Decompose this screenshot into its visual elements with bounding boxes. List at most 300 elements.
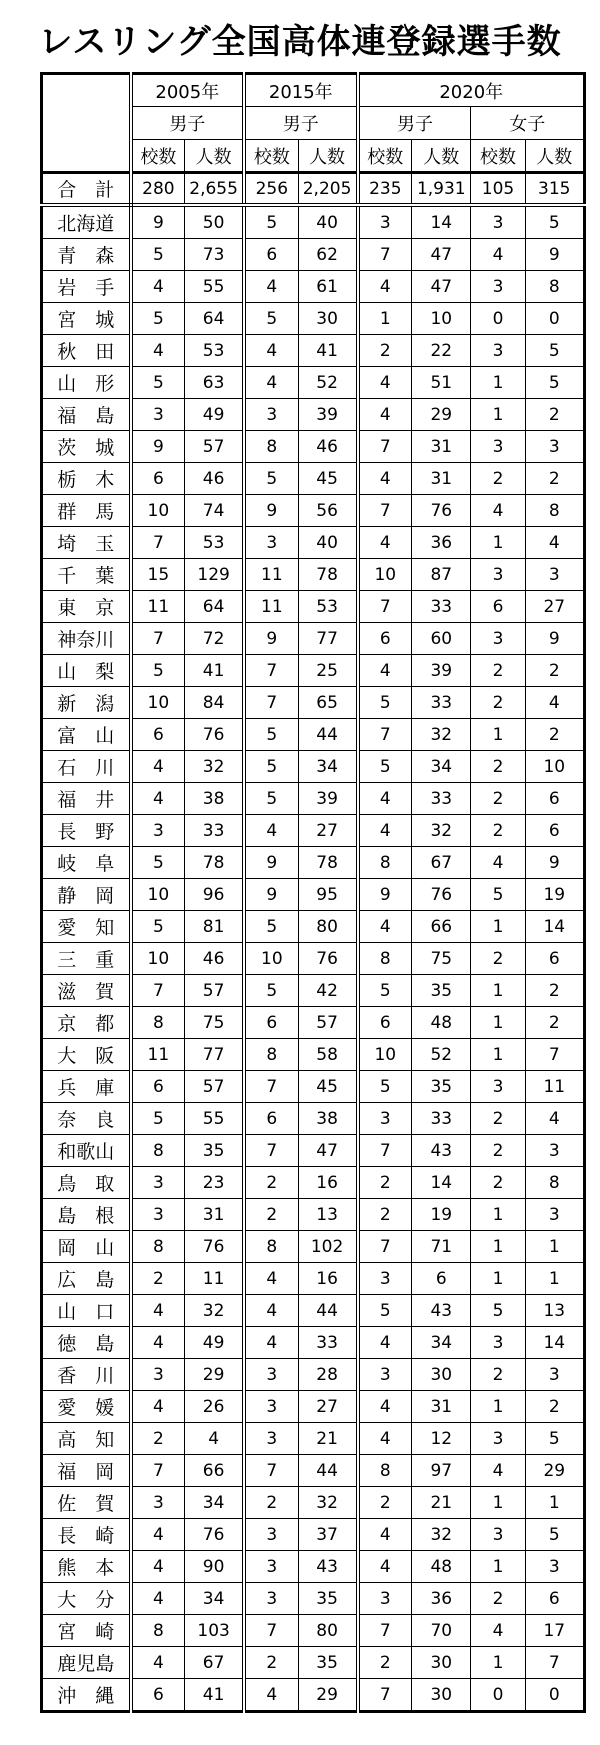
- value-cell: 72: [185, 623, 244, 655]
- table-row: [42, 303, 585, 335]
- value-cell: 1: [471, 527, 525, 559]
- value-cell: 5: [244, 719, 298, 751]
- value-cell: 32: [412, 719, 471, 751]
- table-row: [42, 1551, 585, 1583]
- value-cell: 6: [525, 1583, 584, 1615]
- value-cell: 30: [412, 1359, 471, 1391]
- prefecture-name: 兵 庫: [42, 1071, 131, 1103]
- value-cell: 1: [471, 1647, 525, 1679]
- value-cell: 1: [471, 399, 525, 431]
- value-cell: 2: [471, 687, 525, 719]
- value-cell: 5: [244, 205, 298, 239]
- prefecture-name: 大 分: [42, 1583, 131, 1615]
- value-cell: 12: [412, 1423, 471, 1455]
- value-cell: 2: [525, 1391, 584, 1423]
- value-cell: 8: [358, 847, 412, 879]
- value-cell: 81: [185, 911, 244, 943]
- value-cell: 57: [185, 431, 244, 463]
- value-cell: 77: [298, 623, 357, 655]
- value-cell: 1: [471, 1391, 525, 1423]
- value-cell: 21: [412, 1487, 471, 1519]
- value-cell: 1: [471, 719, 525, 751]
- value-cell: 9: [244, 623, 298, 655]
- value-cell: 48: [412, 1551, 471, 1583]
- year-header: 2020年: [358, 74, 585, 107]
- prefecture-name: 鹿児島: [42, 1647, 131, 1679]
- prefecture-name: 和歌山: [42, 1135, 131, 1167]
- value-cell: 9: [244, 495, 298, 527]
- value-cell: 3: [471, 271, 525, 303]
- value-cell: 9: [525, 239, 584, 271]
- prefecture-name: 長 野: [42, 815, 131, 847]
- value-cell: 34: [185, 1487, 244, 1519]
- value-cell: 4: [244, 1263, 298, 1295]
- value-cell: 76: [412, 879, 471, 911]
- value-cell: 25: [298, 655, 357, 687]
- value-cell: 63: [185, 367, 244, 399]
- value-cell: 30: [298, 303, 357, 335]
- prefecture-name: 三 重: [42, 943, 131, 975]
- value-cell: 4: [525, 687, 584, 719]
- value-cell: 55: [185, 1103, 244, 1135]
- value-cell: 2: [244, 1487, 298, 1519]
- table-row: [42, 847, 585, 879]
- value-cell: 4: [131, 1295, 185, 1327]
- value-cell: 21: [298, 1423, 357, 1455]
- value-cell: 44: [298, 1295, 357, 1327]
- value-cell: 60: [412, 623, 471, 655]
- gender-header: 男子: [358, 107, 471, 140]
- value-cell: 6: [525, 943, 584, 975]
- table-row: [42, 1391, 585, 1423]
- value-cell: 3: [131, 1167, 185, 1199]
- prefecture-name: 石 川: [42, 751, 131, 783]
- value-cell: 10: [131, 687, 185, 719]
- value-cell: 76: [185, 1519, 244, 1551]
- value-cell: 2: [471, 815, 525, 847]
- value-cell: 3: [525, 559, 584, 591]
- value-cell: 3: [358, 1359, 412, 1391]
- value-cell: 9: [244, 847, 298, 879]
- subcol-header: 校数: [131, 140, 185, 173]
- value-cell: 7: [131, 975, 185, 1007]
- value-cell: 4: [244, 815, 298, 847]
- value-cell: 22: [412, 335, 471, 367]
- value-cell: 7: [358, 1231, 412, 1263]
- table-row: [42, 1071, 585, 1103]
- value-cell: 5: [358, 687, 412, 719]
- prefecture-name: 長 崎: [42, 1519, 131, 1551]
- value-cell: 4: [358, 1519, 412, 1551]
- value-cell: 84: [185, 687, 244, 719]
- value-cell: 10: [131, 943, 185, 975]
- table-row: [42, 911, 585, 943]
- value-cell: 45: [298, 1071, 357, 1103]
- year-header: 2015年: [244, 74, 357, 107]
- value-cell: 11: [131, 591, 185, 623]
- value-cell: 2: [358, 1167, 412, 1199]
- prefecture-name: 東 京: [42, 591, 131, 623]
- value-cell: 7: [358, 431, 412, 463]
- table-row: [42, 623, 585, 655]
- value-cell: 14: [525, 911, 584, 943]
- value-cell: 33: [412, 1103, 471, 1135]
- value-cell: 4: [525, 1103, 584, 1135]
- value-cell: 6: [244, 1103, 298, 1135]
- value-cell: 102: [298, 1231, 357, 1263]
- table-row: [42, 1007, 585, 1039]
- value-cell: 33: [412, 687, 471, 719]
- value-cell: 61: [298, 271, 357, 303]
- value-cell: 4: [358, 527, 412, 559]
- value-cell: 4: [358, 815, 412, 847]
- value-cell: 5: [131, 655, 185, 687]
- value-cell: 8: [244, 1039, 298, 1071]
- value-cell: 29: [185, 1359, 244, 1391]
- value-cell: 32: [185, 751, 244, 783]
- value-cell: 9: [525, 623, 584, 655]
- prefecture-name: 佐 賀: [42, 1487, 131, 1519]
- value-cell: 58: [298, 1039, 357, 1071]
- table-row: [42, 239, 585, 271]
- table-row: [42, 1359, 585, 1391]
- value-cell: 8: [244, 431, 298, 463]
- total-cell: 2,205: [298, 173, 357, 206]
- value-cell: 55: [185, 271, 244, 303]
- value-cell: 2: [471, 1359, 525, 1391]
- table-row: [42, 463, 585, 495]
- value-cell: 5: [244, 975, 298, 1007]
- table-row: [42, 1423, 585, 1455]
- value-cell: 87: [412, 559, 471, 591]
- table-row: [42, 1295, 585, 1327]
- value-cell: 5: [131, 239, 185, 271]
- value-cell: 42: [298, 975, 357, 1007]
- value-cell: 31: [412, 1391, 471, 1423]
- table-row: [42, 1615, 585, 1647]
- value-cell: 28: [298, 1359, 357, 1391]
- corner-cell: [42, 74, 131, 173]
- prefecture-name: 山 梨: [42, 655, 131, 687]
- value-cell: 5: [525, 367, 584, 399]
- value-cell: 29: [525, 1455, 584, 1487]
- value-cell: 2: [525, 399, 584, 431]
- subcol-header: 校数: [358, 140, 412, 173]
- value-cell: 4: [244, 367, 298, 399]
- value-cell: 78: [298, 559, 357, 591]
- value-cell: 47: [412, 271, 471, 303]
- value-cell: 41: [185, 655, 244, 687]
- value-cell: 8: [358, 943, 412, 975]
- value-cell: 53: [185, 335, 244, 367]
- value-cell: 3: [471, 559, 525, 591]
- value-cell: 5: [358, 1071, 412, 1103]
- value-cell: 8: [244, 1231, 298, 1263]
- prefecture-name: 福 島: [42, 399, 131, 431]
- prefecture-name: 秋 田: [42, 335, 131, 367]
- prefecture-name: 滋 賀: [42, 975, 131, 1007]
- table-row: [42, 815, 585, 847]
- value-cell: 3: [471, 623, 525, 655]
- value-cell: 7: [358, 1679, 412, 1712]
- value-cell: 5: [131, 1103, 185, 1135]
- value-cell: 10: [244, 943, 298, 975]
- value-cell: 27: [298, 1391, 357, 1423]
- prefecture-name: 千 葉: [42, 559, 131, 591]
- value-cell: 76: [185, 719, 244, 751]
- value-cell: 34: [412, 1327, 471, 1359]
- value-cell: 6: [525, 783, 584, 815]
- value-cell: 3: [131, 1359, 185, 1391]
- value-cell: 5: [244, 751, 298, 783]
- prefecture-name: 徳 島: [42, 1327, 131, 1359]
- value-cell: 1: [471, 1007, 525, 1039]
- value-cell: 3: [471, 431, 525, 463]
- value-cell: 57: [298, 1007, 357, 1039]
- value-cell: 4: [244, 1295, 298, 1327]
- value-cell: 3: [471, 1519, 525, 1551]
- value-cell: 4: [525, 527, 584, 559]
- value-cell: 6: [471, 591, 525, 623]
- value-cell: 36: [412, 1583, 471, 1615]
- value-cell: 52: [412, 1039, 471, 1071]
- value-cell: 2: [525, 975, 584, 1007]
- value-cell: 6: [244, 239, 298, 271]
- value-cell: 35: [185, 1135, 244, 1167]
- value-cell: 7: [358, 239, 412, 271]
- total-cell: 315: [525, 173, 584, 206]
- value-cell: 6: [131, 463, 185, 495]
- value-cell: 7: [244, 1135, 298, 1167]
- value-cell: 35: [412, 1071, 471, 1103]
- value-cell: 5: [525, 1423, 584, 1455]
- value-cell: 7: [358, 1135, 412, 1167]
- value-cell: 0: [525, 1679, 584, 1712]
- table-row: [42, 205, 585, 239]
- value-cell: 5: [131, 911, 185, 943]
- value-cell: 5: [525, 335, 584, 367]
- value-cell: 2: [525, 719, 584, 751]
- table-row: [42, 879, 585, 911]
- value-cell: 2: [471, 943, 525, 975]
- table-row: [42, 559, 585, 591]
- value-cell: 35: [298, 1583, 357, 1615]
- value-cell: 4: [358, 1391, 412, 1423]
- table-row: [42, 399, 585, 431]
- value-cell: 40: [298, 527, 357, 559]
- prefecture-name: 愛 媛: [42, 1391, 131, 1423]
- value-cell: 4: [358, 655, 412, 687]
- value-cell: 39: [298, 399, 357, 431]
- value-cell: 8: [525, 1167, 584, 1199]
- value-cell: 57: [185, 1071, 244, 1103]
- value-cell: 6: [525, 815, 584, 847]
- table-row: [42, 1039, 585, 1071]
- value-cell: 1: [471, 1551, 525, 1583]
- value-cell: 67: [412, 847, 471, 879]
- value-cell: 0: [525, 303, 584, 335]
- value-cell: 49: [185, 1327, 244, 1359]
- value-cell: 4: [244, 1327, 298, 1359]
- value-cell: 2: [471, 1103, 525, 1135]
- value-cell: 5: [131, 303, 185, 335]
- value-cell: 90: [185, 1551, 244, 1583]
- prefecture-name: 福 岡: [42, 1455, 131, 1487]
- value-cell: 4: [185, 1423, 244, 1455]
- value-cell: 3: [471, 205, 525, 239]
- value-cell: 0: [471, 1679, 525, 1712]
- table-row: [42, 335, 585, 367]
- total-cell: 105: [471, 173, 525, 206]
- value-cell: 33: [185, 815, 244, 847]
- prefecture-name: 茨 城: [42, 431, 131, 463]
- value-cell: 38: [185, 783, 244, 815]
- header-row-years: [42, 74, 585, 107]
- table-row: [42, 1263, 585, 1295]
- value-cell: 78: [185, 847, 244, 879]
- value-cell: 6: [358, 623, 412, 655]
- value-cell: 2: [471, 783, 525, 815]
- value-cell: 1: [471, 1039, 525, 1071]
- value-cell: 30: [412, 1647, 471, 1679]
- value-cell: 4: [244, 271, 298, 303]
- value-cell: 2: [525, 463, 584, 495]
- value-cell: 66: [412, 911, 471, 943]
- table-row: [42, 271, 585, 303]
- value-cell: 8: [131, 1007, 185, 1039]
- value-cell: 3: [131, 1199, 185, 1231]
- value-cell: 0: [471, 303, 525, 335]
- value-cell: 9: [131, 205, 185, 239]
- value-cell: 7: [525, 1647, 584, 1679]
- total-cell: 235: [358, 173, 412, 206]
- value-cell: 2: [244, 1647, 298, 1679]
- value-cell: 3: [471, 1071, 525, 1103]
- prefecture-name: 福 井: [42, 783, 131, 815]
- value-cell: 4: [358, 911, 412, 943]
- value-cell: 27: [525, 591, 584, 623]
- value-cell: 5: [244, 783, 298, 815]
- subcol-header: 人数: [298, 140, 357, 173]
- value-cell: 1: [471, 1263, 525, 1295]
- value-cell: 71: [412, 1231, 471, 1263]
- value-cell: 38: [298, 1103, 357, 1135]
- value-cell: 46: [298, 431, 357, 463]
- gender-header: 男子: [244, 107, 357, 140]
- value-cell: 70: [412, 1615, 471, 1647]
- value-cell: 80: [298, 911, 357, 943]
- value-cell: 11: [244, 591, 298, 623]
- value-cell: 2: [358, 1199, 412, 1231]
- value-cell: 3: [131, 815, 185, 847]
- value-cell: 11: [131, 1039, 185, 1071]
- table-row: [42, 1103, 585, 1135]
- value-cell: 96: [185, 879, 244, 911]
- value-cell: 34: [298, 751, 357, 783]
- year-header: 2005年: [131, 74, 244, 107]
- value-cell: 3: [358, 1103, 412, 1135]
- value-cell: 4: [358, 1423, 412, 1455]
- table-row: [42, 1647, 585, 1679]
- prefecture-name: 群 馬: [42, 495, 131, 527]
- table-row: [42, 1487, 585, 1519]
- value-cell: 9: [525, 847, 584, 879]
- value-cell: 77: [185, 1039, 244, 1071]
- prefecture-name: 青 森: [42, 239, 131, 271]
- value-cell: 3: [525, 1359, 584, 1391]
- table-body: [42, 173, 585, 1712]
- value-cell: 2: [471, 1135, 525, 1167]
- value-cell: 44: [298, 1455, 357, 1487]
- prefecture-name: 埼 玉: [42, 527, 131, 559]
- value-cell: 2: [131, 1263, 185, 1295]
- prefecture-name: 奈 良: [42, 1103, 131, 1135]
- value-cell: 9: [244, 879, 298, 911]
- value-cell: 2: [358, 1647, 412, 1679]
- value-cell: 52: [298, 367, 357, 399]
- value-cell: 2: [244, 1167, 298, 1199]
- total-cell: 2,655: [185, 173, 244, 206]
- value-cell: 9: [131, 431, 185, 463]
- prefecture-name: 岩 手: [42, 271, 131, 303]
- value-cell: 3: [244, 399, 298, 431]
- prefecture-name: 島 根: [42, 1199, 131, 1231]
- value-cell: 5: [525, 205, 584, 239]
- value-cell: 4: [244, 1679, 298, 1712]
- value-cell: 51: [412, 367, 471, 399]
- table-row: [42, 783, 585, 815]
- value-cell: 97: [412, 1455, 471, 1487]
- value-cell: 35: [412, 975, 471, 1007]
- prefecture-name: 高 知: [42, 1423, 131, 1455]
- value-cell: 7: [358, 495, 412, 527]
- value-cell: 3: [525, 1199, 584, 1231]
- value-cell: 3: [358, 205, 412, 239]
- value-cell: 4: [131, 1583, 185, 1615]
- gender-header: 女子: [471, 107, 585, 140]
- table-row: [42, 591, 585, 623]
- value-cell: 43: [412, 1135, 471, 1167]
- value-cell: 17: [525, 1615, 584, 1647]
- value-cell: 75: [185, 1007, 244, 1039]
- prefecture-name: 北海道: [42, 205, 131, 239]
- value-cell: 4: [244, 335, 298, 367]
- value-cell: 43: [298, 1551, 357, 1583]
- table-row: [42, 943, 585, 975]
- table-row: [42, 655, 585, 687]
- value-cell: 7: [131, 527, 185, 559]
- value-cell: 5: [244, 303, 298, 335]
- value-cell: 78: [298, 847, 357, 879]
- page-title: レスリング全国高体連登録選手数: [38, 22, 562, 62]
- value-cell: 4: [471, 239, 525, 271]
- value-cell: 2: [358, 1487, 412, 1519]
- value-cell: 13: [525, 1295, 584, 1327]
- value-cell: 4: [471, 1615, 525, 1647]
- value-cell: 76: [185, 1231, 244, 1263]
- table-row: [42, 431, 585, 463]
- subcol-header: 人数: [412, 140, 471, 173]
- value-cell: 31: [412, 431, 471, 463]
- value-cell: 49: [185, 399, 244, 431]
- registration-table: [40, 72, 586, 1713]
- value-cell: 10: [358, 559, 412, 591]
- value-cell: 3: [244, 527, 298, 559]
- value-cell: 5: [525, 1519, 584, 1551]
- value-cell: 14: [525, 1327, 584, 1359]
- value-cell: 7: [244, 1071, 298, 1103]
- value-cell: 2: [471, 1583, 525, 1615]
